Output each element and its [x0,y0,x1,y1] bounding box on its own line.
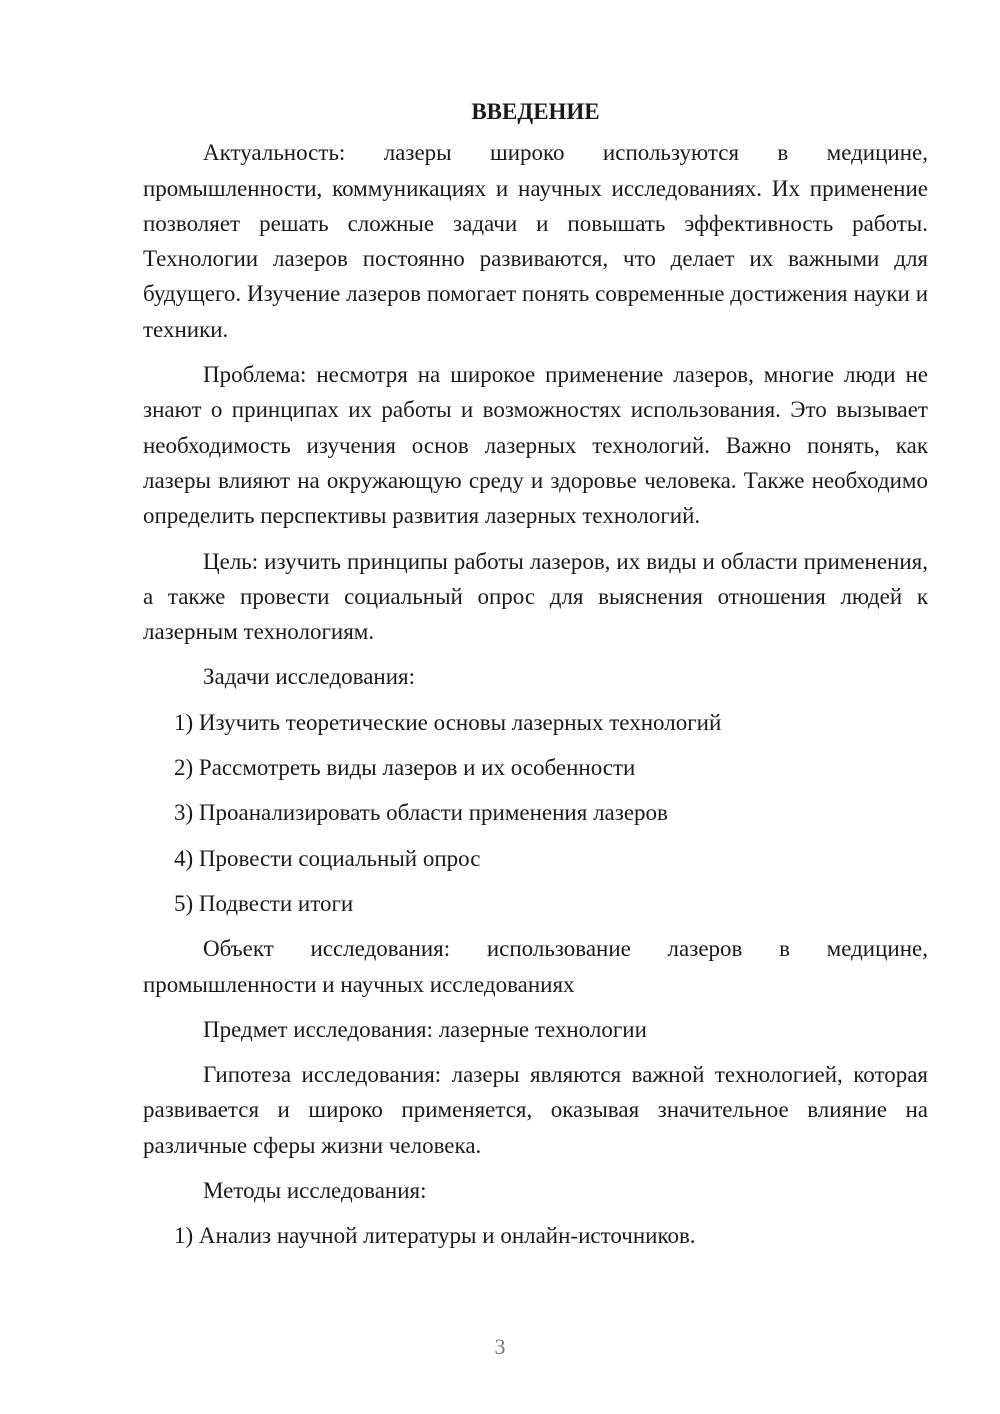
task-item: 3) Проанализировать области применения лазеров [174,800,668,826]
problem-paragraph: Проблема: несмотря на широкое применение лазеров, многие люди не знают о принципах их работы и возможностях использования. Это вызывает необходимость изучения основ лазерных технологий. Важно понять, как лазеры влияют на окружающую среду и здоровье человека. Также необходимо определить перспективы развития лазерных технологий. [143,362,928,529]
subject-paragraph: Предмет исследования: лазерные технологии [203,1016,647,1042]
method-item: 1) Анализ научной литературы и онлайн-источников. [174,1223,696,1249]
hypothesis-paragraph: Гипотеза исследования: лазеры являются важной технологией, которая развивается и широко применяется, оказывая значительное влияние на различные сферы жизни человека. [143,1062,928,1158]
object-paragraph: Объект исследования: использование лазеров в медицине, промышленности и научных исследованиях [143,936,928,997]
relevance-paragraph: Актуальность: лазеры широко используются в медицине, промышленности, коммуникациях и научных исследованиях. Их применение позволяет решать сложные задачи и повышать эффективность работы. Технологии лазеров постоянно развиваются, что делает их важными для будущего. Изучение лазеров помогает понять современные достижения науки и техники. [143,140,928,342]
task-item: 2) Рассмотреть виды лазеров и их особенности [174,755,636,781]
section-heading: ВВЕДЕНИЕ [471,99,600,124]
methods-label: Методы исследования: [203,1178,427,1204]
task-item: 5) Подвести итоги [174,890,354,916]
goal-paragraph: Цель: изучить принципы работы лазеров, их виды и области применения, а также провести социальный опрос для выяснения отношения людей к лазерным технологиям. [143,548,928,645]
task-item: 4) Провести социальный опрос [174,845,481,871]
page-number: 3 [494,1334,506,1359]
tasks-label: Задачи исследования: [203,664,416,690]
page-content [143,94,928,1264]
task-item: 1) Изучить теоретические основы лазерных технологий [174,709,722,735]
